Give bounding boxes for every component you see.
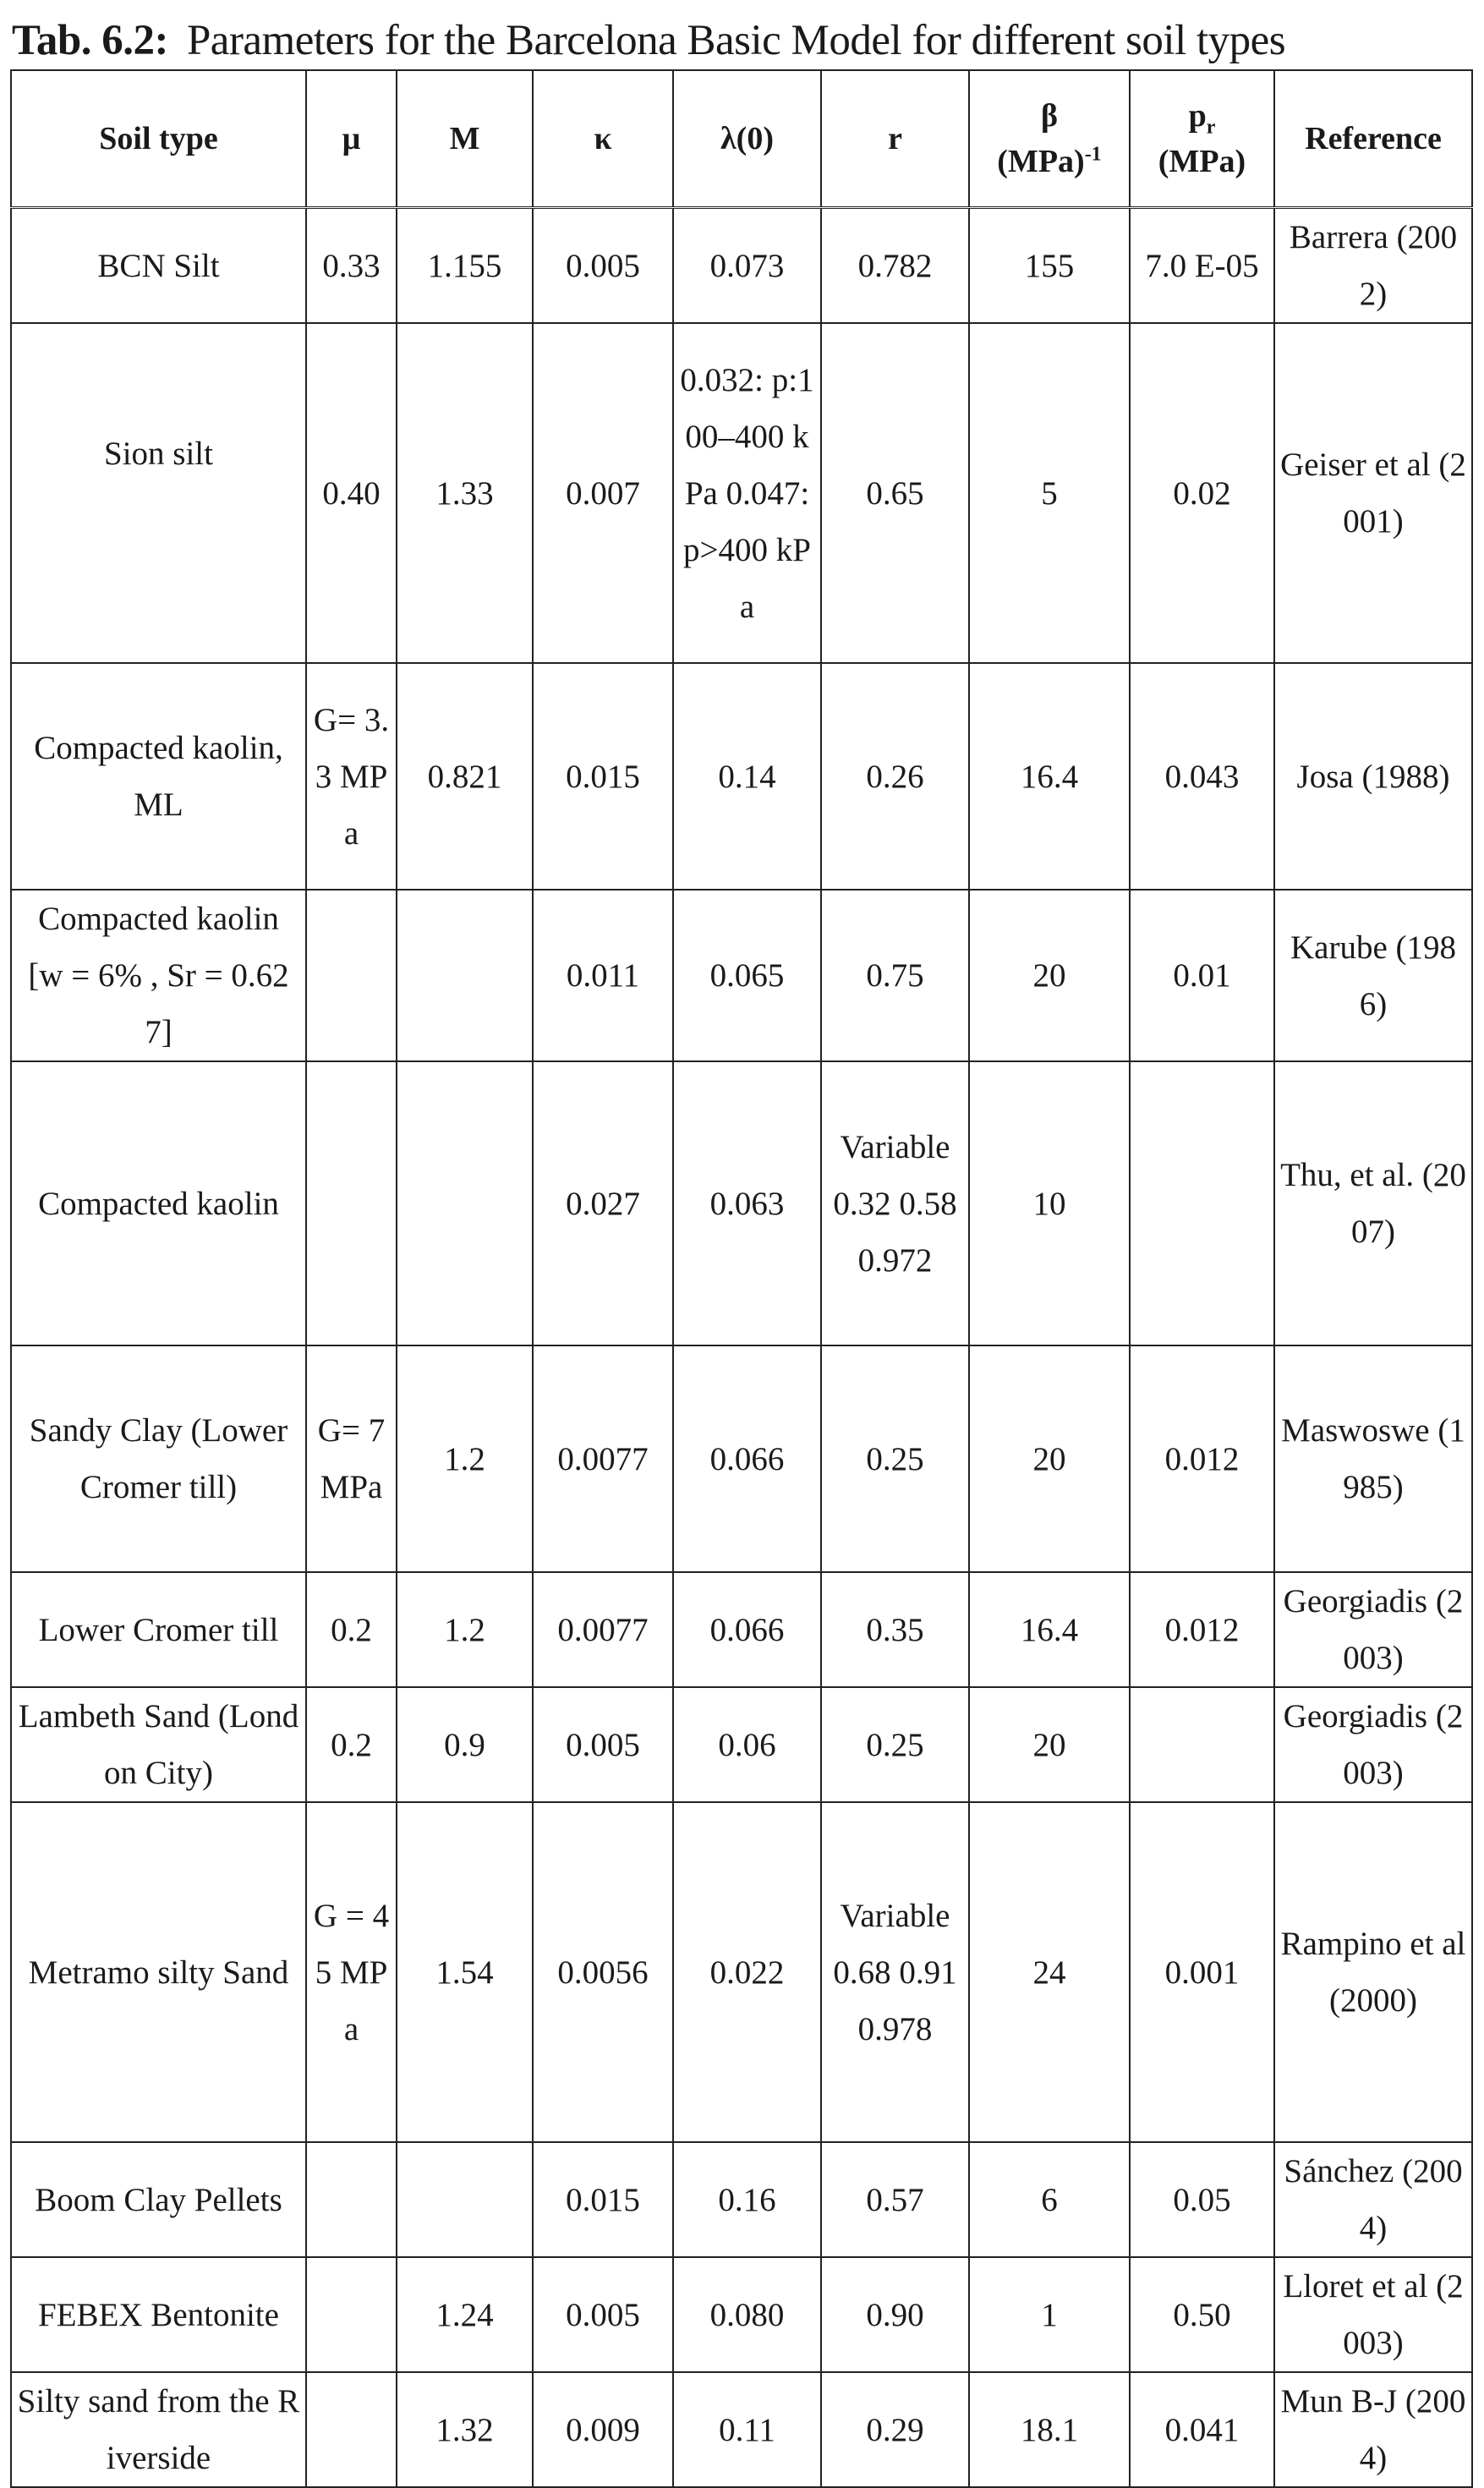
header-mu: μ — [306, 70, 397, 208]
cell-lambda0: 0.066 — [673, 1572, 821, 1687]
cell-pr: 0.001 — [1130, 1802, 1274, 2142]
cell-beta: 6 — [969, 2142, 1130, 2257]
cell-m: 1.2 — [397, 1345, 533, 1572]
caption-text: Parameters for the Barcelona Basic Model for different soil types — [186, 17, 1286, 64]
table-row — [11, 1345, 1472, 1572]
cell-r: 0.75 — [821, 890, 969, 1061]
cell-soil: Metramo silty Sand — [11, 1802, 306, 2142]
cell-m: 1.155 — [397, 208, 533, 324]
cell-pr: 0.041 — [1130, 2372, 1274, 2487]
cell-kappa: 0.005 — [533, 208, 673, 324]
cell-soil: Sandy Clay (Lower Cromer till) — [11, 1345, 306, 1572]
cell-reference: Barrera (2002) — [1274, 208, 1472, 324]
cell-mu: 0.2 — [306, 1572, 397, 1687]
header-pr-subscript: r — [1206, 116, 1216, 139]
cell-m — [397, 2142, 533, 2257]
cell-kappa: 0.005 — [533, 2257, 673, 2372]
header-row — [11, 70, 1472, 208]
cell-reference: Karube (1986) — [1274, 890, 1472, 1061]
cell-reference: Georgiadis (2003) — [1274, 1687, 1472, 1802]
cell-pr: 0.012 — [1130, 1572, 1274, 1687]
cell-beta: 10 — [969, 1061, 1130, 1345]
cell-pr: 0.043 — [1130, 663, 1274, 890]
cell-reference: Maswoswe (1985) — [1274, 1345, 1472, 1572]
cell-r: Variable 0.68 0.91 0.978 — [821, 1802, 969, 2142]
cell-mu: 0.40 — [306, 323, 397, 663]
cell-soil: Boom Clay Pellets — [11, 2142, 306, 2257]
table-row — [11, 1802, 1472, 2142]
cell-r: 0.65 — [821, 323, 969, 663]
cell-beta: 18.1 — [969, 2372, 1130, 2487]
cell-pr — [1130, 1061, 1274, 1345]
cell-r: 0.26 — [821, 663, 969, 890]
cell-mu: G = 45 MPa — [306, 1802, 397, 2142]
cell-beta: 16.4 — [969, 1572, 1130, 1687]
cell-mu — [306, 890, 397, 1061]
cell-pr: 7.0 E-05 — [1130, 208, 1274, 324]
cell-reference: Thu, et al. (2007) — [1274, 1061, 1472, 1345]
header-beta-unit: (MPa) — [997, 144, 1085, 179]
header-kappa: κ — [533, 70, 673, 208]
cell-mu — [306, 2142, 397, 2257]
header-beta-exponent: -1 — [1084, 143, 1102, 166]
cell-mu: G= 3.3 MPa — [306, 663, 397, 890]
cell-r: Variable 0.32 0.58 0.972 — [821, 1061, 969, 1345]
header-pr-unit: (MPa) — [1158, 144, 1246, 179]
cell-soil: Lower Cromer till — [11, 1572, 306, 1687]
cell-r: 0.25 — [821, 1687, 969, 1802]
cell-lambda0: 0.14 — [673, 663, 821, 890]
table-caption — [12, 10, 1285, 71]
cell-reference: Lloret et al (2003) — [1274, 2257, 1472, 2372]
cell-pr — [1130, 1687, 1274, 1802]
cell-lambda0: 0.032: p:100–400 kPa 0.047: p>400 kPa — [673, 323, 821, 663]
cell-lambda0: 0.16 — [673, 2142, 821, 2257]
table-row — [11, 663, 1472, 890]
cell-beta: 20 — [969, 1345, 1130, 1572]
cell-r: 0.25 — [821, 1345, 969, 1572]
cell-m: 0.9 — [397, 1687, 533, 1802]
cell-lambda0: 0.06 — [673, 1687, 821, 1802]
cell-soil: Silty sand from the Riverside — [11, 2372, 306, 2487]
cell-r: 0.90 — [821, 2257, 969, 2372]
cell-lambda0: 0.066 — [673, 1345, 821, 1572]
cell-kappa: 0.007 — [533, 323, 673, 663]
cell-beta: 155 — [969, 208, 1130, 324]
table-row — [11, 323, 1472, 663]
cell-kappa: 0.015 — [533, 2142, 673, 2257]
cell-lambda0: 0.065 — [673, 890, 821, 1061]
table-row — [11, 2257, 1472, 2372]
cell-soil: FEBEX Bentonite — [11, 2257, 306, 2372]
cell-pr: 0.012 — [1130, 1345, 1274, 1572]
table-row — [11, 2142, 1472, 2257]
cell-m — [397, 1061, 533, 1345]
cell-lambda0: 0.11 — [673, 2372, 821, 2487]
cell-kappa: 0.0077 — [533, 1572, 673, 1687]
caption-label: Tab. 6.2: — [12, 17, 168, 64]
cell-m: 1.2 — [397, 1572, 533, 1687]
cell-soil: Compacted kaolin — [11, 1061, 306, 1345]
cell-m: 1.33 — [397, 323, 533, 663]
cell-lambda0: 0.022 — [673, 1802, 821, 2142]
cell-reference: Georgiadis (2003) — [1274, 1572, 1472, 1687]
cell-beta: 1 — [969, 2257, 1130, 2372]
cell-kappa: 0.0077 — [533, 1345, 673, 1572]
cell-r: 0.782 — [821, 208, 969, 324]
cell-reference: Geiser et al (2001) — [1274, 323, 1472, 663]
cell-soil: Lambeth Sand (London City) — [11, 1687, 306, 1802]
parameters-table — [10, 69, 1473, 2488]
header-pr — [1130, 70, 1274, 208]
cell-r: 0.29 — [821, 2372, 969, 2487]
cell-pr: 0.01 — [1130, 890, 1274, 1061]
header-beta-symbol: β — [1040, 98, 1059, 134]
cell-mu: 0.2 — [306, 1687, 397, 1802]
cell-soil: Sion silt — [11, 323, 306, 663]
header-lambda0: λ(0) — [673, 70, 821, 208]
table-row — [11, 1687, 1472, 1802]
header-beta — [969, 70, 1130, 208]
table-row — [11, 1061, 1472, 1345]
cell-pr: 0.02 — [1130, 323, 1274, 663]
cell-reference: Sánchez (2004) — [1274, 2142, 1472, 2257]
cell-kappa: 0.015 — [533, 663, 673, 890]
table-row — [11, 208, 1472, 324]
cell-beta: 5 — [969, 323, 1130, 663]
table-row — [11, 890, 1472, 1061]
header-soil-type: Soil type — [11, 70, 306, 208]
cell-pr: 0.05 — [1130, 2142, 1274, 2257]
cell-m: 1.32 — [397, 2372, 533, 2487]
cell-beta: 20 — [969, 890, 1130, 1061]
cell-r: 0.57 — [821, 2142, 969, 2257]
cell-soil: Compacted kaolin [w = 6% , Sr = 0.627] — [11, 890, 306, 1061]
cell-kappa: 0.011 — [533, 890, 673, 1061]
cell-kappa: 0.005 — [533, 1687, 673, 1802]
cell-m: 1.24 — [397, 2257, 533, 2372]
cell-reference: Rampino et al (2000) — [1274, 1802, 1472, 2142]
header-reference: Reference — [1274, 70, 1472, 208]
cell-kappa: 0.0056 — [533, 1802, 673, 2142]
cell-kappa: 0.009 — [533, 2372, 673, 2487]
cell-r: 0.35 — [821, 1572, 969, 1687]
table-row — [11, 1572, 1472, 1687]
cell-lambda0: 0.063 — [673, 1061, 821, 1345]
header-r: r — [821, 70, 969, 208]
cell-beta: 16.4 — [969, 663, 1130, 890]
cell-beta: 20 — [969, 1687, 1130, 1802]
cell-mu: G= 7 MPa — [306, 1345, 397, 1572]
cell-beta: 24 — [969, 1802, 1130, 2142]
header-m: M — [397, 70, 533, 208]
cell-m — [397, 890, 533, 1061]
cell-m: 0.821 — [397, 663, 533, 890]
cell-pr: 0.50 — [1130, 2257, 1274, 2372]
cell-lambda0: 0.073 — [673, 208, 821, 324]
cell-lambda0: 0.080 — [673, 2257, 821, 2372]
cell-reference: Josa (1988) — [1274, 663, 1472, 890]
cell-mu — [306, 2257, 397, 2372]
cell-soil: Compacted kaolin, ML — [11, 663, 306, 890]
header-pr-symbol: p — [1188, 98, 1207, 134]
cell-soil: BCN Silt — [11, 208, 306, 324]
cell-m: 1.54 — [397, 1802, 533, 2142]
cell-mu — [306, 1061, 397, 1345]
cell-mu: 0.33 — [306, 208, 397, 324]
cell-kappa: 0.027 — [533, 1061, 673, 1345]
cell-reference: Mun B-J (2004) — [1274, 2372, 1472, 2487]
